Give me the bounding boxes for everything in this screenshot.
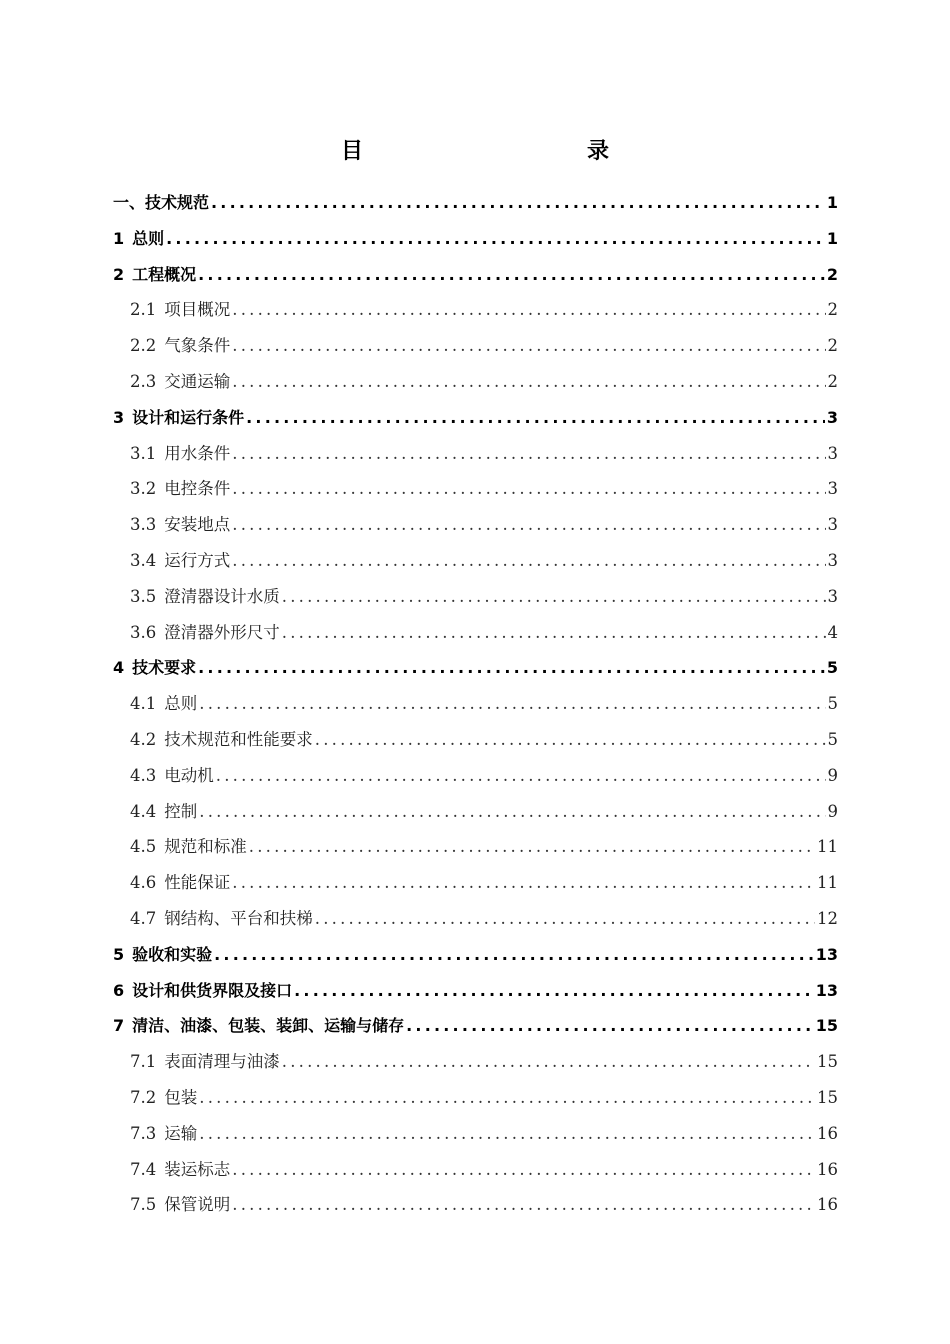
toc-entry[interactable]: [113, 328, 838, 364]
toc-entry-number: 2.3: [130, 371, 157, 391]
toc-entry-number: 4.3: [130, 765, 157, 785]
toc-entry[interactable]: [113, 686, 838, 722]
toc-entry-number: 4.1: [130, 694, 157, 714]
toc-dot-leader: [315, 722, 826, 758]
toc-entry-page-number: 5: [827, 729, 838, 749]
toc-entry-label: 设计和供货界限及接口: [132, 980, 293, 1000]
toc-entry-number: 4.2: [130, 729, 157, 749]
toc-entry-label: 规范和标准: [164, 837, 247, 857]
toc-entry-page-number: 16: [817, 1123, 838, 1143]
toc-entry-label: 运行方式: [164, 550, 231, 570]
toc-entry-label: 安装地点: [164, 515, 231, 535]
toc-entry-page-number: 13: [815, 944, 838, 964]
toc-entry-page-number: 16: [817, 1195, 838, 1215]
toc-entry-number: 4.7: [130, 908, 157, 928]
toc-entry-number: 2.1: [130, 300, 157, 320]
toc-entry[interactable]: [113, 507, 838, 543]
toc-dot-leader: [199, 1080, 815, 1116]
toc-entry[interactable]: [113, 758, 838, 794]
toc-entry-label: 用水条件: [164, 443, 231, 463]
toc-entry-page-number: 2: [826, 264, 838, 284]
toc-entry-number: 3.2: [130, 479, 157, 499]
toc-entry-page-number: 5: [827, 694, 838, 714]
toc-entry-number: 7.3: [130, 1123, 157, 1143]
toc-entry[interactable]: [113, 1152, 838, 1188]
toc-entry-label: 一、技术规范: [113, 193, 210, 212]
toc-entry-page-number: 3: [826, 407, 838, 427]
toc-entry[interactable]: [113, 829, 838, 865]
toc-entry[interactable]: [113, 1116, 838, 1152]
page-title: 目 录: [340, 138, 669, 164]
toc-dot-leader: [232, 507, 825, 543]
toc-entry-label: 工程概况: [132, 264, 197, 284]
toc-entry-page-number: 11: [817, 873, 838, 893]
toc-entry-page-number: 4: [827, 622, 838, 642]
toc-dot-leader: [199, 794, 825, 830]
toc-entry-number: 4.6: [130, 873, 157, 893]
toc-entry-label: 澄清器外形尺寸: [164, 622, 280, 642]
toc-entry-label: 电动机: [164, 765, 214, 785]
toc-entry-number: 7.1: [130, 1052, 157, 1072]
toc-entry-page-number: 1: [826, 193, 838, 212]
toc-dot-leader: [216, 758, 826, 794]
toc-dot-leader: [232, 436, 825, 472]
toc-entry[interactable]: [113, 579, 838, 615]
toc-entry-page-number: 12: [817, 908, 838, 928]
toc-dot-leader: [198, 650, 825, 686]
toc-entry-number: 2.2: [130, 336, 157, 356]
toc-entry-label: 清洁、油漆、包装、装卸、运输与储存: [132, 1016, 405, 1036]
toc-entry[interactable]: [113, 937, 838, 973]
toc-entry[interactable]: [113, 292, 838, 328]
toc-dot-leader: [406, 1008, 814, 1044]
toc-dot-leader: [232, 543, 825, 579]
toc-entry[interactable]: [113, 615, 838, 651]
toc-entry-page-number: 1: [826, 228, 838, 248]
toc-entry-label: 保管说明: [164, 1195, 231, 1215]
toc-entry-number: 5: [113, 944, 125, 964]
toc-dot-leader: [282, 615, 826, 651]
toc-entry-label: 包装: [164, 1087, 198, 1107]
toc-entry[interactable]: [113, 400, 838, 436]
toc-entry-label: 验收和实验: [132, 944, 213, 964]
toc-dot-leader: [232, 471, 825, 507]
toc-entry-number: 6: [113, 980, 125, 1000]
toc-entry-page-number: 2: [827, 371, 838, 391]
toc-dot-leader: [211, 185, 825, 221]
toc-entry-label: 表面清理与油漆: [164, 1052, 280, 1072]
toc-entry-page-number: 16: [817, 1159, 838, 1179]
toc-dot-leader: [214, 937, 814, 973]
table-of-contents: [113, 185, 838, 1223]
toc-entry-page-number: 3: [827, 515, 838, 535]
toc-entry-label: 总则: [132, 228, 165, 248]
toc-entry-page-number: 3: [827, 586, 838, 606]
toc-entry-number: 7.2: [130, 1087, 157, 1107]
toc-entry-number: 3.5: [130, 586, 157, 606]
toc-entry-label: 钢结构、平台和扶梯: [164, 908, 313, 928]
toc-dot-leader: [282, 579, 826, 615]
toc-entry-label: 运输: [164, 1123, 198, 1143]
toc-entry-number: 4.4: [130, 801, 157, 821]
toc-entry-page-number: 13: [815, 980, 838, 1000]
toc-dot-leader: [294, 973, 814, 1009]
toc-entry-number: 4: [113, 658, 125, 678]
toc-entry-page-number: 9: [827, 765, 838, 785]
toc-entry-page-number: 3: [827, 479, 838, 499]
toc-entry-label: 性能保证: [164, 873, 231, 893]
toc-entry-label: 项目概况: [164, 300, 231, 320]
toc-dot-leader: [232, 1152, 815, 1188]
toc-dot-leader: [199, 686, 825, 722]
toc-dot-leader: [232, 328, 825, 364]
toc-dot-leader: [232, 1187, 815, 1223]
toc-entry[interactable]: [113, 471, 838, 507]
toc-entry-page-number: 5: [826, 658, 838, 678]
toc-entry[interactable]: [113, 364, 838, 400]
toc-entry-label: 技术规范和性能要求: [164, 729, 313, 749]
toc-dot-leader: [232, 865, 815, 901]
toc-entry-page-number: 9: [827, 801, 838, 821]
toc-entry-page-number: 15: [817, 1052, 838, 1072]
toc-entry[interactable]: [113, 1187, 838, 1223]
toc-entry-number: 3.3: [130, 515, 157, 535]
toc-entry-label: 控制: [164, 801, 198, 821]
toc-entry-number: 7.4: [130, 1159, 157, 1179]
toc-entry[interactable]: [113, 221, 838, 257]
toc-entry-page-number: 2: [827, 336, 838, 356]
toc-entry[interactable]: [113, 257, 838, 293]
toc-entry-label: 装运标志: [164, 1159, 231, 1179]
toc-entry[interactable]: [113, 973, 838, 1009]
toc-dot-leader: [232, 292, 825, 328]
toc-entry-label: 澄清器设计水质: [164, 586, 280, 606]
toc-entry[interactable]: [113, 1008, 838, 1044]
toc-dot-leader: [166, 221, 825, 257]
toc-entry-label: 技术要求: [132, 658, 197, 678]
toc-entry-label: 总则: [164, 694, 198, 714]
toc-dot-leader: [198, 257, 825, 293]
toc-dot-leader: [315, 901, 815, 937]
toc-entry-label: 电控条件: [164, 479, 231, 499]
toc-entry-label: 气象条件: [164, 336, 231, 356]
toc-entry[interactable]: [113, 865, 838, 901]
toc-entry-page-number: 11: [817, 837, 838, 857]
toc-entry[interactable]: [113, 1044, 838, 1080]
toc-entry[interactable]: [113, 1080, 838, 1116]
toc-entry-label: 交通运输: [164, 371, 231, 391]
toc-entry-number: 3.1: [130, 443, 157, 463]
toc-dot-leader: [282, 1044, 815, 1080]
toc-entry[interactable]: [113, 794, 838, 830]
toc-dot-leader: [232, 364, 825, 400]
toc-entry-number: 2: [113, 264, 125, 284]
toc-entry-number: 7: [113, 1016, 125, 1036]
toc-entry-label: 设计和运行条件: [132, 407, 245, 427]
toc-entry-number: 3.6: [130, 622, 157, 642]
toc-entry-number: 3.4: [130, 550, 157, 570]
toc-entry-page-number: 3: [827, 550, 838, 570]
toc-dot-leader: [249, 829, 815, 865]
toc-entry[interactable]: [113, 185, 838, 221]
toc-entry-number: 3: [113, 407, 125, 427]
toc-entry-number: 4.5: [130, 837, 157, 857]
toc-entry-number: 7.5: [130, 1195, 157, 1215]
toc-entry-number: 1: [113, 228, 125, 248]
toc-entry[interactable]: [113, 901, 838, 937]
toc-dot-leader: [199, 1116, 815, 1152]
toc-entry-page-number: 15: [815, 1016, 838, 1036]
toc-entry-page-number: 2: [827, 300, 838, 320]
toc-entry-page-number: 15: [817, 1087, 838, 1107]
toc-entry[interactable]: [113, 543, 838, 579]
toc-entry[interactable]: [113, 722, 838, 758]
toc-entry[interactable]: [113, 650, 838, 686]
toc-entry-page-number: 3: [827, 443, 838, 463]
toc-entry[interactable]: [113, 436, 838, 472]
toc-dot-leader: [246, 400, 825, 436]
